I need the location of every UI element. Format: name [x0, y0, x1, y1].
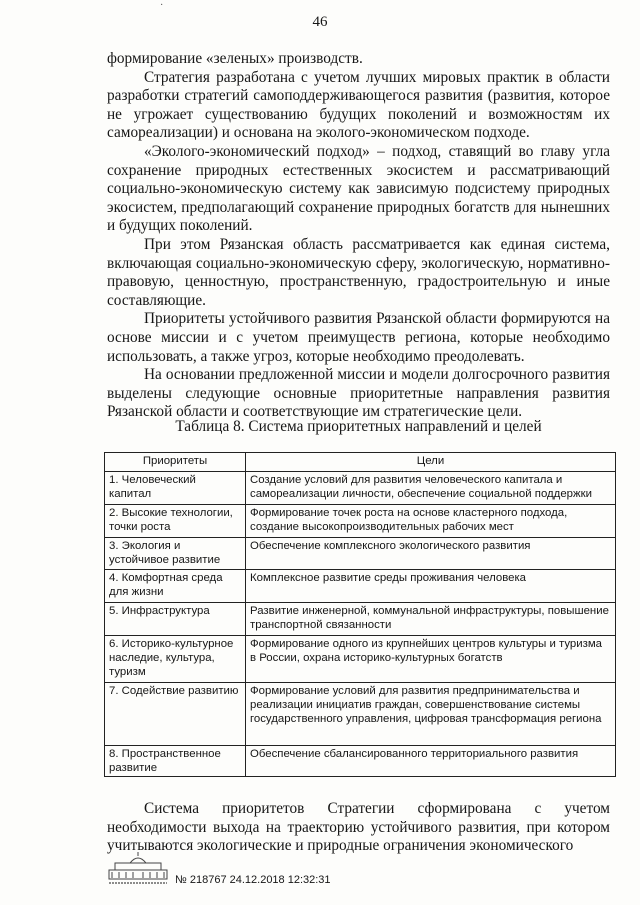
paragraph: Приоритеты устойчивого развития Рязанской области формируются на основе миссии и с учетом преимуществ региона, которые необходимо использовать, а также угроз, которые необходимо преодолевать.: [107, 310, 610, 365]
table-row: [105, 505, 616, 538]
government-emblem-icon: [107, 850, 169, 886]
priority-cell: 4. Комфортная среда для жизни: [105, 570, 246, 603]
goal-cell: Формирование условий для развития предпринимательства и реализации инициатив граждан, совершенствование системы государственного управления, цифровая трансформация региона: [246, 683, 616, 746]
document-stamp-number: № 218767 24.12.2018 12:32:31: [175, 874, 331, 886]
priority-cell: 1. Человеческий капитал: [105, 472, 246, 505]
priority-cell: 5. Инфраструктура: [105, 603, 246, 636]
closing-text: [107, 800, 610, 856]
paragraph: При этом Рязанская область рассматривается как единая система, включающая социально-экономическую сферу, экологическую, нормативно-правовую, ценностную, пространственную, градостроительную и иные составляющие.: [107, 235, 610, 309]
paragraph: «Эколого-экономический подход» – подход, ставящий во главу угла сохранение природных естественных экосистем и рассматривающий социально-экономическую систему как зависимую подсистему природных экосистем, предполагающий сохранение природных богатств для нынешних и будущих поколений.: [107, 142, 610, 235]
table-row: [105, 636, 616, 683]
paragraph: Стратегия разработана с учетом лучших мировых практик в области разработки стратегий самоподдерживающегося развития (развития, которое не угрожает существованию будущих поколений и возможностям их самореализации) и основана на эколого-экономическом подходе.: [107, 68, 610, 142]
priority-cell: 8. Пространственное развитие: [105, 746, 246, 777]
table-row: [105, 538, 616, 570]
priority-cell: 3. Экология и устойчивое развитие: [105, 538, 246, 570]
footer: [107, 850, 407, 890]
page-number: 46: [312, 14, 328, 30]
goal-cell: Формирование точек роста на основе кластерного подхода, создание высокопроизводительных рабочих мест: [246, 505, 616, 538]
paragraph: На основании предложенной миссии и модели долгосрочного развития выделены следующие основные приоритетные направления развития Рязанской области и соответствующие им стратегические цели.: [107, 366, 610, 421]
goal-cell: Развитие инженерной, коммунальной инфраструктуры, повышение транспортной связанности: [246, 603, 616, 636]
goal-cell: Создание условий для развития человеческого капитала и самореализации личности, обеспечение социальной поддержки: [246, 472, 616, 505]
priority-cell: 2. Высокие технологии, точки роста: [105, 505, 246, 538]
table-row: [105, 683, 616, 746]
table-row: [105, 746, 616, 777]
goal-cell: Формирование одного из крупнейших центров культуры и туризма в России, охрана историко-культурных богатств: [246, 636, 616, 683]
intro-text: [107, 50, 610, 422]
table-caption: Таблица 8. Система приоритетных направлений и целей: [175, 418, 542, 435]
column-header: Приоритеты: [105, 453, 246, 472]
paragraph: Система приоритетов Стратегии сформирована с учетом необходимости выхода на траекторию устойчивого развития, при котором учитываются экологические и природные ограничения экономического: [107, 800, 610, 855]
goal-cell: Комплексное развитие среды проживания человека: [246, 570, 616, 603]
goal-cell: Обеспечение сбалансированного территориального развития: [246, 746, 616, 777]
column-header: Цели: [246, 453, 616, 472]
paragraph: формирование «зеленых» производств.: [107, 50, 363, 67]
priorities-table: [104, 452, 616, 777]
table-row: [105, 603, 616, 636]
goal-cell: Обеспечение комплексного экологического развития: [246, 538, 616, 570]
scan-mark: ·: [160, 0, 164, 11]
priority-cell: 7. Содействие развитию: [105, 683, 246, 746]
table-row: [105, 570, 616, 603]
priority-cell: 6. Историко-культурное наследие, культура, туризм: [105, 636, 246, 683]
table-header-row: [105, 453, 616, 472]
table-row: [105, 472, 616, 505]
